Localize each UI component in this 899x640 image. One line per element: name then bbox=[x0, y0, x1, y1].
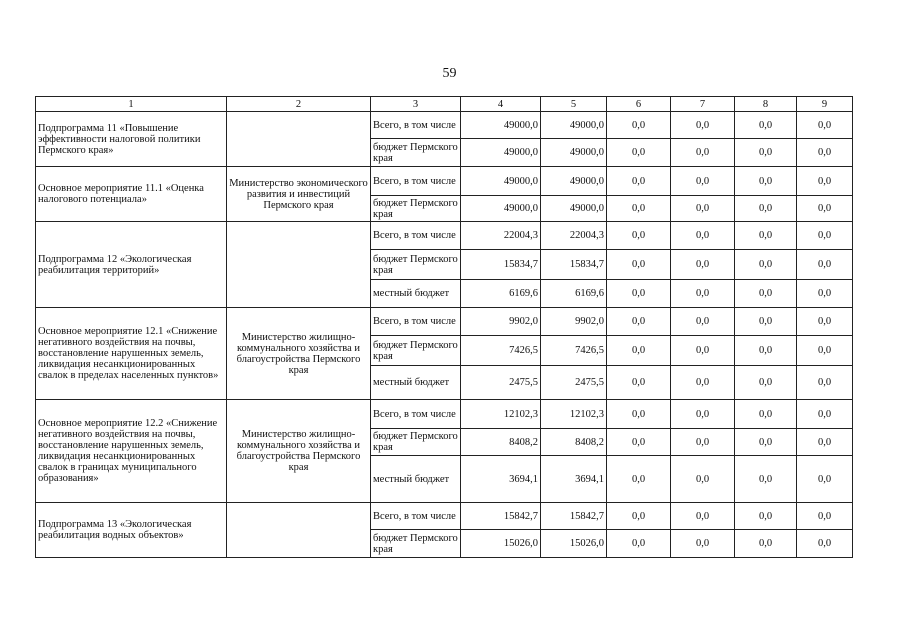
value-cell: 8408,2 bbox=[461, 429, 541, 456]
value-cell: 49000,0 bbox=[541, 112, 607, 139]
value-cell: 3694,1 bbox=[461, 456, 541, 503]
value-cell: 0,0 bbox=[671, 112, 735, 139]
value-cell: 22004,3 bbox=[541, 222, 607, 250]
value-cell: 7426,5 bbox=[461, 336, 541, 366]
value-cell: 0,0 bbox=[671, 167, 735, 196]
value-cell: 0,0 bbox=[735, 196, 797, 222]
value-cell: 49000,0 bbox=[541, 196, 607, 222]
value-cell: 0,0 bbox=[607, 167, 671, 196]
value-cell: 0,0 bbox=[735, 139, 797, 167]
value-cell: 2475,5 bbox=[541, 366, 607, 400]
value-cell: 0,0 bbox=[735, 336, 797, 366]
value-cell: 0,0 bbox=[607, 280, 671, 308]
table-row bbox=[36, 112, 853, 139]
funding-source-cell: Всего, в том числе bbox=[371, 400, 461, 429]
value-cell: 49000,0 bbox=[541, 139, 607, 167]
value-cell: 0,0 bbox=[671, 280, 735, 308]
value-cell: 0,0 bbox=[671, 139, 735, 167]
funding-source-cell: бюджет Пермского края bbox=[371, 530, 461, 558]
table-row bbox=[36, 308, 853, 336]
value-cell: 0,0 bbox=[797, 456, 853, 503]
value-cell: 0,0 bbox=[735, 456, 797, 503]
value-cell: 0,0 bbox=[671, 429, 735, 456]
header-cell: 9 bbox=[797, 97, 853, 112]
header-cell: 4 bbox=[461, 97, 541, 112]
value-cell: 0,0 bbox=[671, 196, 735, 222]
executor-cell: Министерство экономического развития и инвестиций Пермского края bbox=[227, 167, 371, 222]
header-cell: 5 bbox=[541, 97, 607, 112]
funding-source-cell: бюджет Пермского края bbox=[371, 336, 461, 366]
budget-table bbox=[35, 96, 853, 558]
funding-source-cell: Всего, в том числе bbox=[371, 112, 461, 139]
value-cell: 0,0 bbox=[735, 308, 797, 336]
program-name-cell: Подпрограмма 11 «Повышение эффективности налоговой политики Пермского края» bbox=[36, 112, 227, 167]
value-cell: 0,0 bbox=[671, 530, 735, 558]
header-cell: 8 bbox=[735, 97, 797, 112]
value-cell: 9902,0 bbox=[461, 308, 541, 336]
header-row bbox=[36, 97, 853, 112]
value-cell: 8408,2 bbox=[541, 429, 607, 456]
value-cell: 0,0 bbox=[797, 280, 853, 308]
header-cell: 6 bbox=[607, 97, 671, 112]
value-cell: 15842,7 bbox=[541, 503, 607, 530]
value-cell: 9902,0 bbox=[541, 308, 607, 336]
value-cell: 2475,5 bbox=[461, 366, 541, 400]
value-cell: 0,0 bbox=[607, 336, 671, 366]
header-cell: 3 bbox=[371, 97, 461, 112]
executor-cell bbox=[227, 503, 371, 558]
value-cell: 12102,3 bbox=[461, 400, 541, 429]
value-cell: 49000,0 bbox=[461, 139, 541, 167]
value-cell: 0,0 bbox=[797, 139, 853, 167]
value-cell: 0,0 bbox=[735, 167, 797, 196]
value-cell: 15834,7 bbox=[541, 250, 607, 280]
funding-source-cell: местный бюджет bbox=[371, 280, 461, 308]
value-cell: 0,0 bbox=[607, 400, 671, 429]
value-cell: 49000,0 bbox=[541, 167, 607, 196]
value-cell: 49000,0 bbox=[461, 196, 541, 222]
value-cell: 49000,0 bbox=[461, 112, 541, 139]
value-cell: 12102,3 bbox=[541, 400, 607, 429]
value-cell: 15026,0 bbox=[461, 530, 541, 558]
funding-source-cell: Всего, в том числе bbox=[371, 222, 461, 250]
value-cell: 0,0 bbox=[797, 308, 853, 336]
value-cell: 49000,0 bbox=[461, 167, 541, 196]
value-cell: 0,0 bbox=[735, 429, 797, 456]
value-cell: 0,0 bbox=[671, 250, 735, 280]
value-cell: 15026,0 bbox=[541, 530, 607, 558]
value-cell: 0,0 bbox=[735, 222, 797, 250]
funding-source-cell: Всего, в том числе bbox=[371, 167, 461, 196]
value-cell: 7426,5 bbox=[541, 336, 607, 366]
value-cell: 0,0 bbox=[607, 456, 671, 503]
value-cell: 6169,6 bbox=[541, 280, 607, 308]
executor-cell bbox=[227, 222, 371, 308]
program-name-cell: Основное мероприятие 11.1 «Оценка налогового потенциала» bbox=[36, 167, 227, 222]
value-cell: 0,0 bbox=[607, 139, 671, 167]
value-cell: 0,0 bbox=[735, 112, 797, 139]
table-row bbox=[36, 167, 853, 196]
value-cell: 0,0 bbox=[797, 167, 853, 196]
header-cell: 2 bbox=[227, 97, 371, 112]
value-cell: 0,0 bbox=[797, 429, 853, 456]
value-cell: 0,0 bbox=[607, 196, 671, 222]
funding-source-cell: местный бюджет bbox=[371, 366, 461, 400]
value-cell: 0,0 bbox=[797, 336, 853, 366]
value-cell: 0,0 bbox=[607, 429, 671, 456]
value-cell: 0,0 bbox=[797, 530, 853, 558]
executor-cell bbox=[227, 112, 371, 167]
value-cell: 0,0 bbox=[797, 196, 853, 222]
value-cell: 0,0 bbox=[735, 366, 797, 400]
executor-cell: Министерство жилищно-коммунального хозяйства и благоустройства Пермского края bbox=[227, 308, 371, 400]
value-cell: 0,0 bbox=[671, 308, 735, 336]
value-cell: 6169,6 bbox=[461, 280, 541, 308]
header-cell: 1 bbox=[36, 97, 227, 112]
executor-cell: Министерство жилищно-коммунального хозяйства и благоустройства Пермского края bbox=[227, 400, 371, 503]
value-cell: 0,0 bbox=[607, 250, 671, 280]
value-cell: 0,0 bbox=[797, 112, 853, 139]
funding-source-cell: бюджет Пермского края bbox=[371, 429, 461, 456]
value-cell: 0,0 bbox=[797, 400, 853, 429]
value-cell: 0,0 bbox=[735, 280, 797, 308]
program-name-cell: Основное мероприятие 12.2 «Снижение негативного воздействия на почвы, восстановление нарушенных земель, ликвидация несанкционированных свалок в границах муниципального образования» bbox=[36, 400, 227, 503]
funding-source-cell: Всего, в том числе bbox=[371, 503, 461, 530]
program-name-cell: Подпрограмма 13 «Экологическая реабилитация водных объектов» bbox=[36, 503, 227, 558]
value-cell: 15834,7 bbox=[461, 250, 541, 280]
value-cell: 0,0 bbox=[797, 222, 853, 250]
page-number: 59 bbox=[442, 66, 457, 81]
value-cell: 0,0 bbox=[607, 308, 671, 336]
funding-source-cell: Всего, в том числе bbox=[371, 308, 461, 336]
value-cell: 0,0 bbox=[797, 366, 853, 400]
value-cell: 0,0 bbox=[735, 400, 797, 429]
value-cell: 0,0 bbox=[671, 336, 735, 366]
program-name-cell: Подпрограмма 12 «Экологическая реабилитация территорий» bbox=[36, 222, 227, 308]
value-cell: 0,0 bbox=[797, 250, 853, 280]
value-cell: 0,0 bbox=[735, 503, 797, 530]
funding-source-cell: бюджет Пермского края bbox=[371, 250, 461, 280]
table-row bbox=[36, 503, 853, 530]
header-cell: 7 bbox=[671, 97, 735, 112]
funding-source-cell: местный бюджет bbox=[371, 456, 461, 503]
value-cell: 0,0 bbox=[671, 503, 735, 530]
value-cell: 0,0 bbox=[671, 222, 735, 250]
value-cell: 0,0 bbox=[797, 503, 853, 530]
value-cell: 3694,1 bbox=[541, 456, 607, 503]
value-cell: 0,0 bbox=[735, 250, 797, 280]
funding-source-cell: бюджет Пермского края bbox=[371, 196, 461, 222]
table-row bbox=[36, 222, 853, 250]
value-cell: 0,0 bbox=[607, 503, 671, 530]
program-name-cell: Основное мероприятие 12.1 «Снижение негативного воздействия на почвы, восстановление нарушенных земель, ликвидация несанкционированных свалок в пределах населенных пунктов» bbox=[36, 308, 227, 400]
table-row bbox=[36, 400, 853, 429]
value-cell: 0,0 bbox=[607, 366, 671, 400]
value-cell: 22004,3 bbox=[461, 222, 541, 250]
value-cell: 15842,7 bbox=[461, 503, 541, 530]
value-cell: 0,0 bbox=[607, 222, 671, 250]
value-cell: 0,0 bbox=[607, 112, 671, 139]
value-cell: 0,0 bbox=[607, 530, 671, 558]
value-cell: 0,0 bbox=[671, 366, 735, 400]
funding-source-cell: бюджет Пермского края bbox=[371, 139, 461, 167]
value-cell: 0,0 bbox=[735, 530, 797, 558]
value-cell: 0,0 bbox=[671, 456, 735, 503]
value-cell: 0,0 bbox=[671, 400, 735, 429]
